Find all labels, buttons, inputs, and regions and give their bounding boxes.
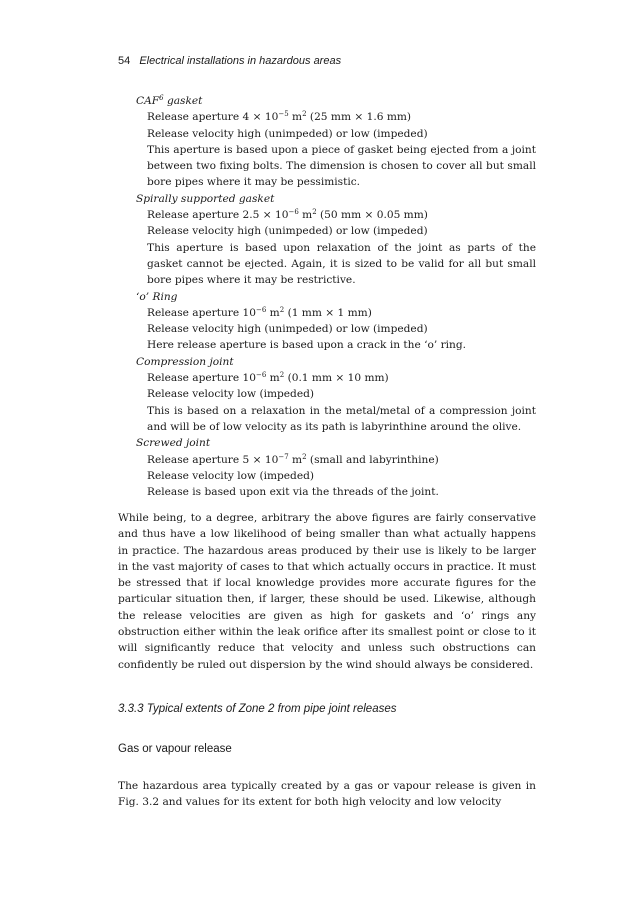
- joint-title: ‘o’ Ring: [136, 290, 178, 303]
- release-aperture: Release aperture $10^{-6}$ $m^2$ (0.1 mm × 10 mm): [147, 371, 389, 385]
- joint-title: Screwed joint: [136, 437, 211, 450]
- joint-entry-caf-gasket: [136, 93, 536, 191]
- joint-list: [136, 93, 536, 500]
- joint-title: CAF$^6$ gasket: [136, 94, 203, 107]
- release-velocity: Release velocity high (unimpeded) or low (impeded): [147, 323, 428, 336]
- release-aperture: Release aperture $2.5 \times 10^{-6}$ $m^2$ (50 mm × 0.05 mm): [147, 208, 428, 222]
- page-number: 54: [118, 55, 131, 67]
- joint-note: This is based on a relaxation in the metal/metal of a compression joint and will be of low velocity as its path is labyrinthine around the olive.: [147, 404, 536, 433]
- joint-note: This aperture is based upon relaxation of the joint as parts of the gasket cannot be ejected. Again, it is sized to be valid for all but small bore pipes where it may be restrictive.: [147, 241, 536, 287]
- release-velocity: Release velocity low (impeded): [147, 388, 315, 401]
- release-aperture: Release aperture $5 \times 10^{-7}$ $m^2$ (small and labyrinthine): [147, 452, 439, 466]
- section-heading: 3.3.3 Typical extents of Zone 2 from pipe joint releases: [118, 703, 397, 715]
- release-aperture: Release aperture $10^{-6}$ $m^2$ (1 mm × 1 mm): [147, 305, 372, 319]
- joint-entry-o-ring: [136, 289, 536, 354]
- body-paragraph: While being, to a degree, arbitrary the above figures are fairly conservative and thus have a low likelihood of being smaller than what actually happens in practice. The hazardous areas produced by their use is likely to be larger in the vast majority of cases to that which actually occurs in practice. It must be stressed that if local knowledge provides more accurate figures for the particular situation then, if larger, these should be used. Likewise, although the release velocities are given as high for gaskets and ‘o’ rings any obstruction either within the leak orifice after its smallest point or close to it will significantly reduce that velocity and unless such obstructions can confidently be ruled out dispersion by the wind should always be considered.: [118, 512, 536, 671]
- release-velocity: Release velocity low (impeded): [147, 469, 315, 482]
- subsection-heading: Gas or vapour release: [118, 743, 232, 755]
- release-velocity: Release velocity high (unimpeded) or low (impeded): [147, 225, 428, 238]
- release-velocity: Release velocity high (unimpeded) or low (impeded): [147, 127, 428, 140]
- running-title: Electrical installations in hazardous areas: [139, 55, 342, 67]
- joint-entry-spiral-gasket: [136, 191, 536, 289]
- body-paragraph: The hazardous area typically created by a gas or vapour release is given in Fig. 3.2 and values for its extent for both high velocity and low velocity: [118, 780, 536, 809]
- release-aperture: Release aperture $4 \times 10^{-5}$ $m^2$ (25 mm × 1.6 mm): [147, 110, 412, 124]
- joint-title: Spirally supported gasket: [136, 192, 275, 205]
- joint-note: This aperture is based upon a piece of gasket being ejected from a joint between two fixing bolts. The dimension is chosen to cover all but small bore pipes where it may be pessimistic.: [147, 143, 536, 189]
- joint-entry-compression: [136, 354, 536, 435]
- joint-title: Compression joint: [136, 355, 234, 368]
- joint-note: Release is based upon exit via the threads of the joint.: [147, 486, 439, 499]
- joint-note: Here release aperture is based upon a crack in the ‘o’ ring.: [147, 339, 467, 352]
- joint-entry-screwed: [136, 435, 536, 500]
- running-head: [118, 55, 341, 67]
